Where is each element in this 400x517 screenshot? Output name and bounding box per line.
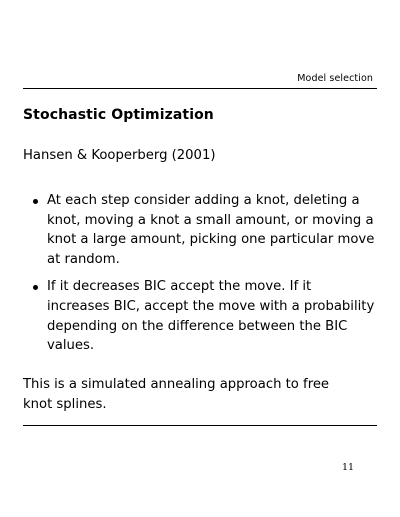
bullet-list: [23, 191, 377, 364]
bullet-item-1: [23, 191, 377, 269]
slide-title: Stochastic Optimization: [23, 107, 214, 123]
section-header: Model selection: [297, 73, 373, 84]
page-number: 11: [342, 462, 355, 473]
bullet-icon: [33, 199, 38, 204]
citation: Hansen & Kooperberg (2001): [23, 148, 216, 163]
bullet-text: At each step consider adding a knot, deleting a knot, moving a knot a small amount, or moving a knot a large amount, picking one particular move at random.: [47, 193, 375, 267]
header-rule: [23, 88, 377, 89]
bullet-icon: [33, 285, 38, 290]
conclusion-text: This is a simulated annealing approach to free knot splines.: [23, 377, 330, 412]
footer-rule: [23, 425, 377, 426]
bullet-text: If it decreases BIC accept the move. If it increases BIC, accept the move with a probability depending on the difference between the BIC values.: [47, 279, 375, 354]
bullet-item-2: [23, 277, 377, 355]
